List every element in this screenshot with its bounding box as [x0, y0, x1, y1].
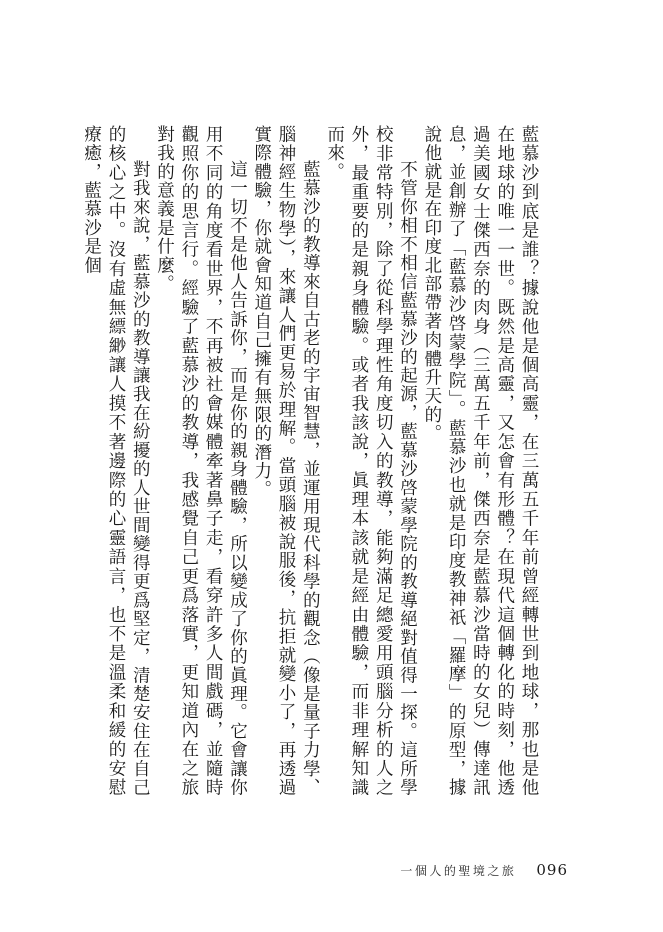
paragraph: 藍慕沙的教導來自古老的宇宙智慧，並運用現代科學的觀念（像是量子力學、腦神經生物學），來讓人們更易於理解。當頭腦被說服後，抗拒就變小了，再透過實際體驗，你就會知道自己擁有無限的潛力。 [251, 125, 321, 797]
page-number: 096 [536, 861, 568, 879]
paragraph: 對我來說，藍慕沙的教導讓我在紛擾的人世間變得更爲堅定，清楚安住在自己的核心之中。沒有虛無縹緲讓人摸不著邊際的心靈語言，也不是溫柔和緩的安慰療癒，藍慕沙是個 [81, 125, 151, 797]
paragraph: 不管你相不相信藍慕沙的起源，藍慕沙啓蒙學院的教導絕對值得一探。這所學校非常特別，除了從科學理性角度切入的教導，能夠滿足總愛用頭腦分析的人之外，最重要的是親身體驗。或者我該說，眞理本該就是經由體驗，而非理解知識而來。 [324, 125, 418, 797]
paragraph: 藍慕沙到底是誰？據說他是個高靈，在三萬五千年前曾經轉世到地球，那也是他在地球的唯一一世。既然是高靈，又怎會有形體？在現代這個轉化的時刻，他透過美國女士傑西奈的肉身（三萬五千年前，傑西奈是藍慕沙當時的女兒）傳達訊息，並創辦了「藍慕沙啓蒙學院」。藍慕沙也就是印度教神祇「羅摩」的原型，據說他就是在印度北部帶著肉體升天的。 [421, 125, 539, 797]
body-text [79, 125, 541, 797]
paragraph: 這一切不是他人告訴你，而是你的親身體驗，所以變成了你的眞理。它會讓你用不同的角度看世界，不再被社會媒體牽著鼻子走，看穿許多人間戲碼，並隨時觀照你的思言行。經驗了藍慕沙的教導，我感覺自己更爲落實，更知道內在之旅對我的意義是什麼。 [154, 125, 248, 797]
page-footer [400, 861, 568, 879]
running-title: 一個人的聖境之旅 [400, 864, 517, 878]
